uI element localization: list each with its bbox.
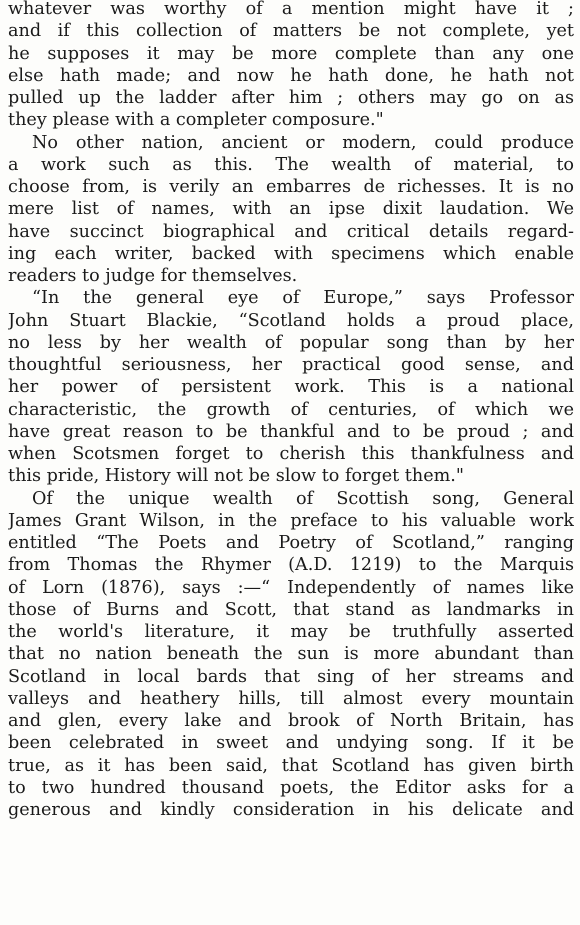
text-line: those of Burns and Scott, that stand as landmarks in (8, 599, 574, 620)
text-line: generous and kindly consideration in his delicate and (8, 800, 574, 820)
text-line: mere list of names, with an ipse dixit laudation. We (8, 199, 574, 220)
text-line: he supposes it may be more complete than any one (8, 43, 574, 64)
body-text (8, 0, 574, 821)
text-line: valleys and heathery hills, till almost every mountain (8, 688, 574, 709)
text-line: entitled “The Poets and Poetry of Scotland,” ranging (8, 533, 574, 553)
text-line: this pride, History will not be slow to forget them." (8, 466, 464, 487)
text-line: choose from, is verily an embarres de richesses. It is no (8, 177, 574, 197)
text-line: pulled up the ladder after him ; others may go on as (8, 88, 574, 108)
text-line: readers to judge for themselves. (8, 266, 298, 286)
text-line: they please with a completer composure." (8, 110, 384, 131)
paragraph-start-line: Of the unique wealth of Scottish song, General (32, 488, 574, 509)
text-line: of Lorn (1876), says :—“ Independently of names like (8, 577, 574, 598)
text-line: thoughtful seriousness, her practical good sense, and (8, 355, 574, 375)
text-line: whatever was worthy of a mention might have it ; (8, 0, 574, 19)
text-line: true, as it has been said, that Scotland has given birth (8, 755, 574, 776)
text-line: when Scotsmen forget to cherish this thankfulness and (8, 444, 574, 464)
text-line: have succinct biographical and critical details regard- (8, 221, 574, 242)
text-line: the world's literature, it may be truthfully asserted (8, 622, 574, 642)
text-line: her power of persistent work. This is a national (8, 377, 574, 398)
text-line: James Grant Wilson, in the preface to his valuable work (8, 510, 574, 531)
text-line: no less by her wealth of popular song than by her (8, 332, 574, 353)
text-line: and glen, every lake and brook of North Britain, has (8, 711, 574, 731)
text-line: from Thomas the Rhymer (A.D. 1219) to the Marquis (8, 555, 574, 576)
text-line: John Stuart Blackie, “Scotland holds a proud place, (8, 310, 574, 331)
text-line: else hath made; and now he hath done, he hath not (8, 65, 574, 86)
text-line: to two hundred thousand poets, the Editor asks for a (8, 777, 574, 798)
text-line: Scotland in local bards that sing of her streams and (8, 666, 574, 687)
text-line: and if this collection of matters be not complete, yet (8, 21, 574, 42)
text-line: that no nation beneath the sun is more abundant than (8, 644, 574, 665)
paragraph-start-line: “In the general eye of Europe,” says Professor (32, 288, 574, 309)
paragraph-start-line: No other nation, ancient or modern, could produce (32, 132, 574, 153)
text-line: have great reason to be thankful and to be proud ; and (8, 421, 574, 442)
text-line: characteristic, the growth of centuries, of which we (8, 399, 574, 420)
text-line: been celebrated in sweet and undying song. If it be (8, 733, 574, 754)
text-line: ing each writer, backed with specimens which enable (8, 243, 574, 264)
text-line: a work such as this. The wealth of material, to (8, 154, 574, 175)
